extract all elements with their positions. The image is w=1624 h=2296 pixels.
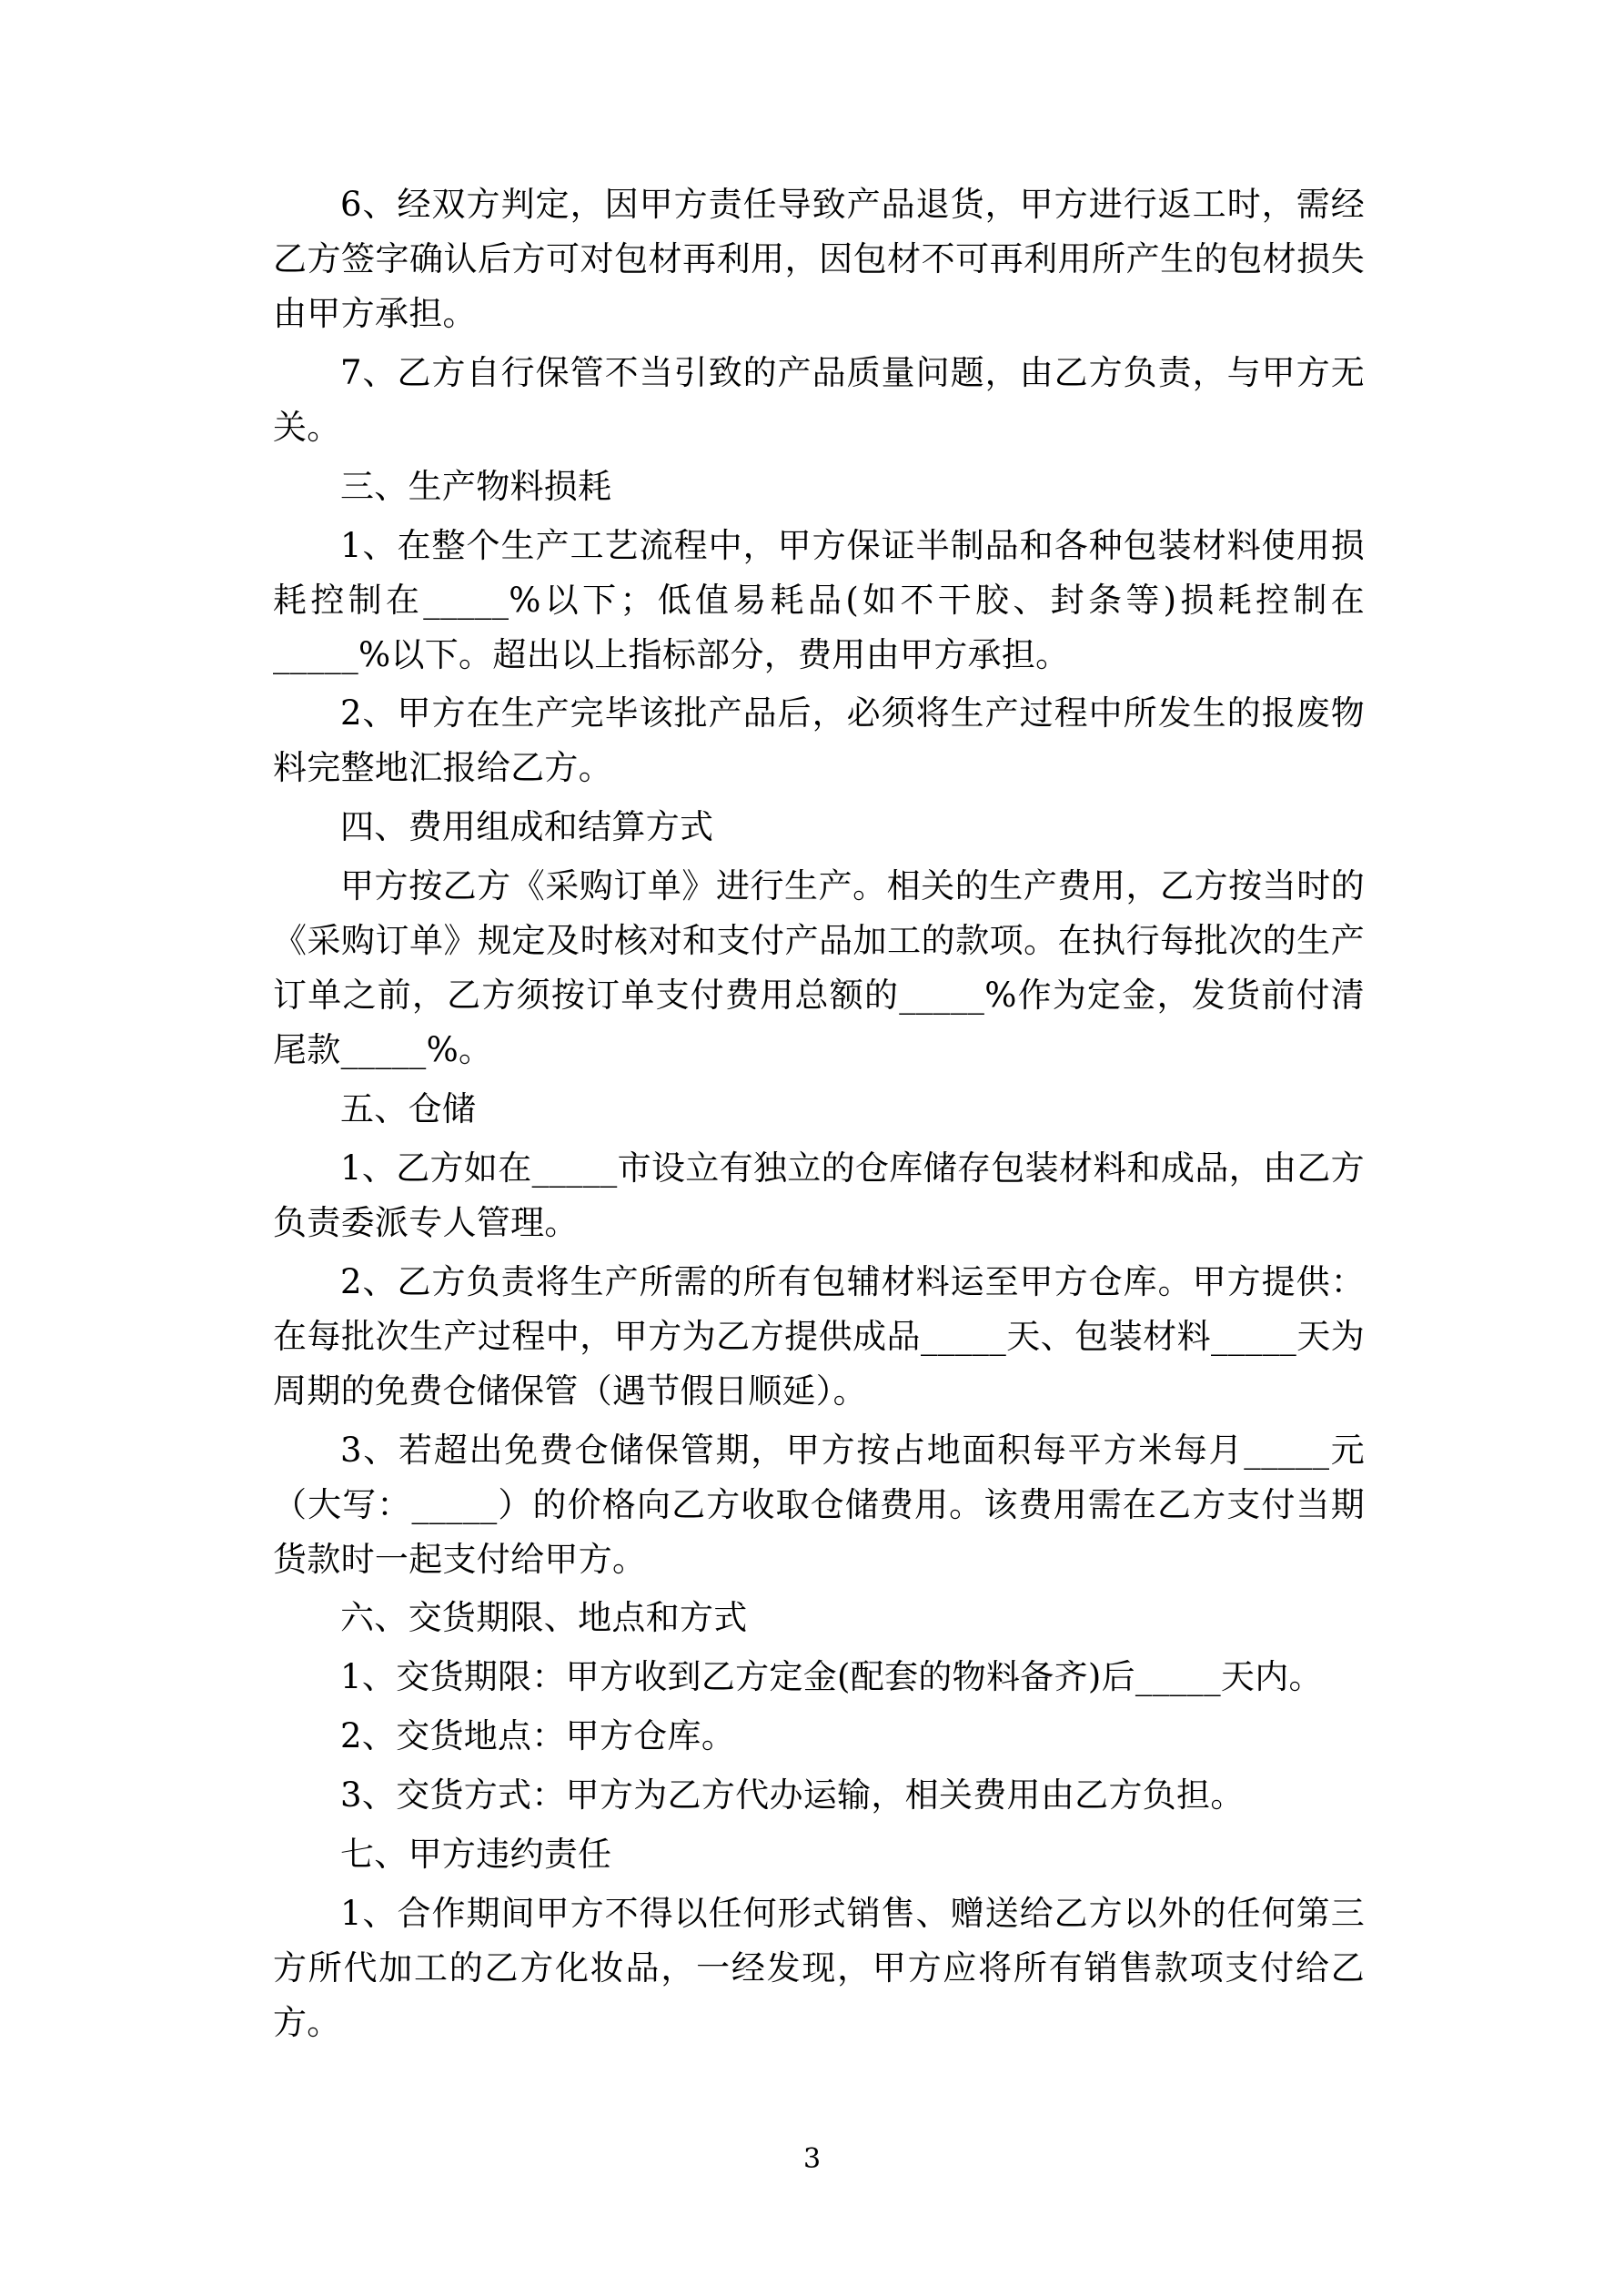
paragraph-clause-7-1: 1、合作期间甲方不得以任何形式销售、赠送给乙方以外的任何第三方所代加工的乙方化妆品，一经发现，甲方应将所有销售款项支付给乙方。: [273, 1894, 1365, 2042]
heading-section-7: 七、甲方违约责任: [340, 1835, 612, 1875]
page-number: 3: [802, 2143, 822, 2175]
paragraph-clause-2-6: 6、经双方判定，因甲方责任导致产品退货，甲方进行返工时，需经乙方签字确认后方可对包材再利用，因包材不可再利用所产生的包材损失由甲方承担。: [273, 185, 1365, 333]
paragraph-clause-3-1: 1、在整个生产工艺流程中，甲方保证半制品和各种包装材料使用损耗控制在_____%以下；低值易耗品(如不干胶、封条等)损耗控制在_____%以下。超出以上指标部分，费用由甲方承担。: [273, 525, 1365, 674]
heading-section-5: 五、仓储: [340, 1089, 477, 1128]
document-body: [273, 177, 1365, 2055]
paragraph-clause-5-3: 3、若超出免费仓储保管期，甲方按占地面积每平方米每月_____元（大写：_____）的价格向乙方收取仓储费用。该费用需在乙方支付当期货款时一起支付给甲方。: [273, 1430, 1365, 1579]
paragraph-clause-4-1: 甲方按乙方《采购订单》进行生产。相关的生产费用，乙方按当时的《采购订单》规定及时核对和支付产品加工的款项。在执行每批次的生产订单之前，乙方须按订单支付费用总额的_____%作为定金，发货前付清尾款_____%。: [273, 866, 1365, 1070]
paragraph-clause-5-1: 1、乙方如在_____市设立有独立的仓库储存包装材料和成品，由乙方负责委派专人管理。: [273, 1148, 1365, 1242]
paragraph-clause-6-2: 2、交货地点：甲方仓库。: [340, 1716, 736, 1756]
paragraph-clause-5-2: 2、乙方负责将生产所需的所有包辅材料运至甲方仓库。甲方提供：在每批次生产过程中，甲方为乙方提供成品_____天、包装材料_____天为周期的免费仓储保管（遇节假日顺延）。: [273, 1261, 1365, 1411]
paragraph-clause-6-3: 3、交货方式：甲方为乙方代办运输，相关费用由乙方负担。: [340, 1775, 1245, 1816]
heading-section-3: 三、生产物料损耗: [340, 466, 612, 506]
paragraph-clause-2-7: 7、乙方自行保管不当引致的产品质量问题，由乙方负责，与甲方无关。: [273, 352, 1365, 447]
paragraph-clause-6-1: 1、交货期限：甲方收到乙方定金(配套的物料备齐)后_____天内。: [340, 1657, 1323, 1697]
heading-section-6: 六、交货期限、地点和方式: [340, 1598, 748, 1638]
heading-section-4: 四、费用组成和结算方式: [340, 807, 714, 847]
paragraph-clause-3-2: 2、甲方在生产完毕该批产品后，必须将生产过程中所发生的报废物料完整地汇报给乙方。: [273, 693, 1365, 788]
